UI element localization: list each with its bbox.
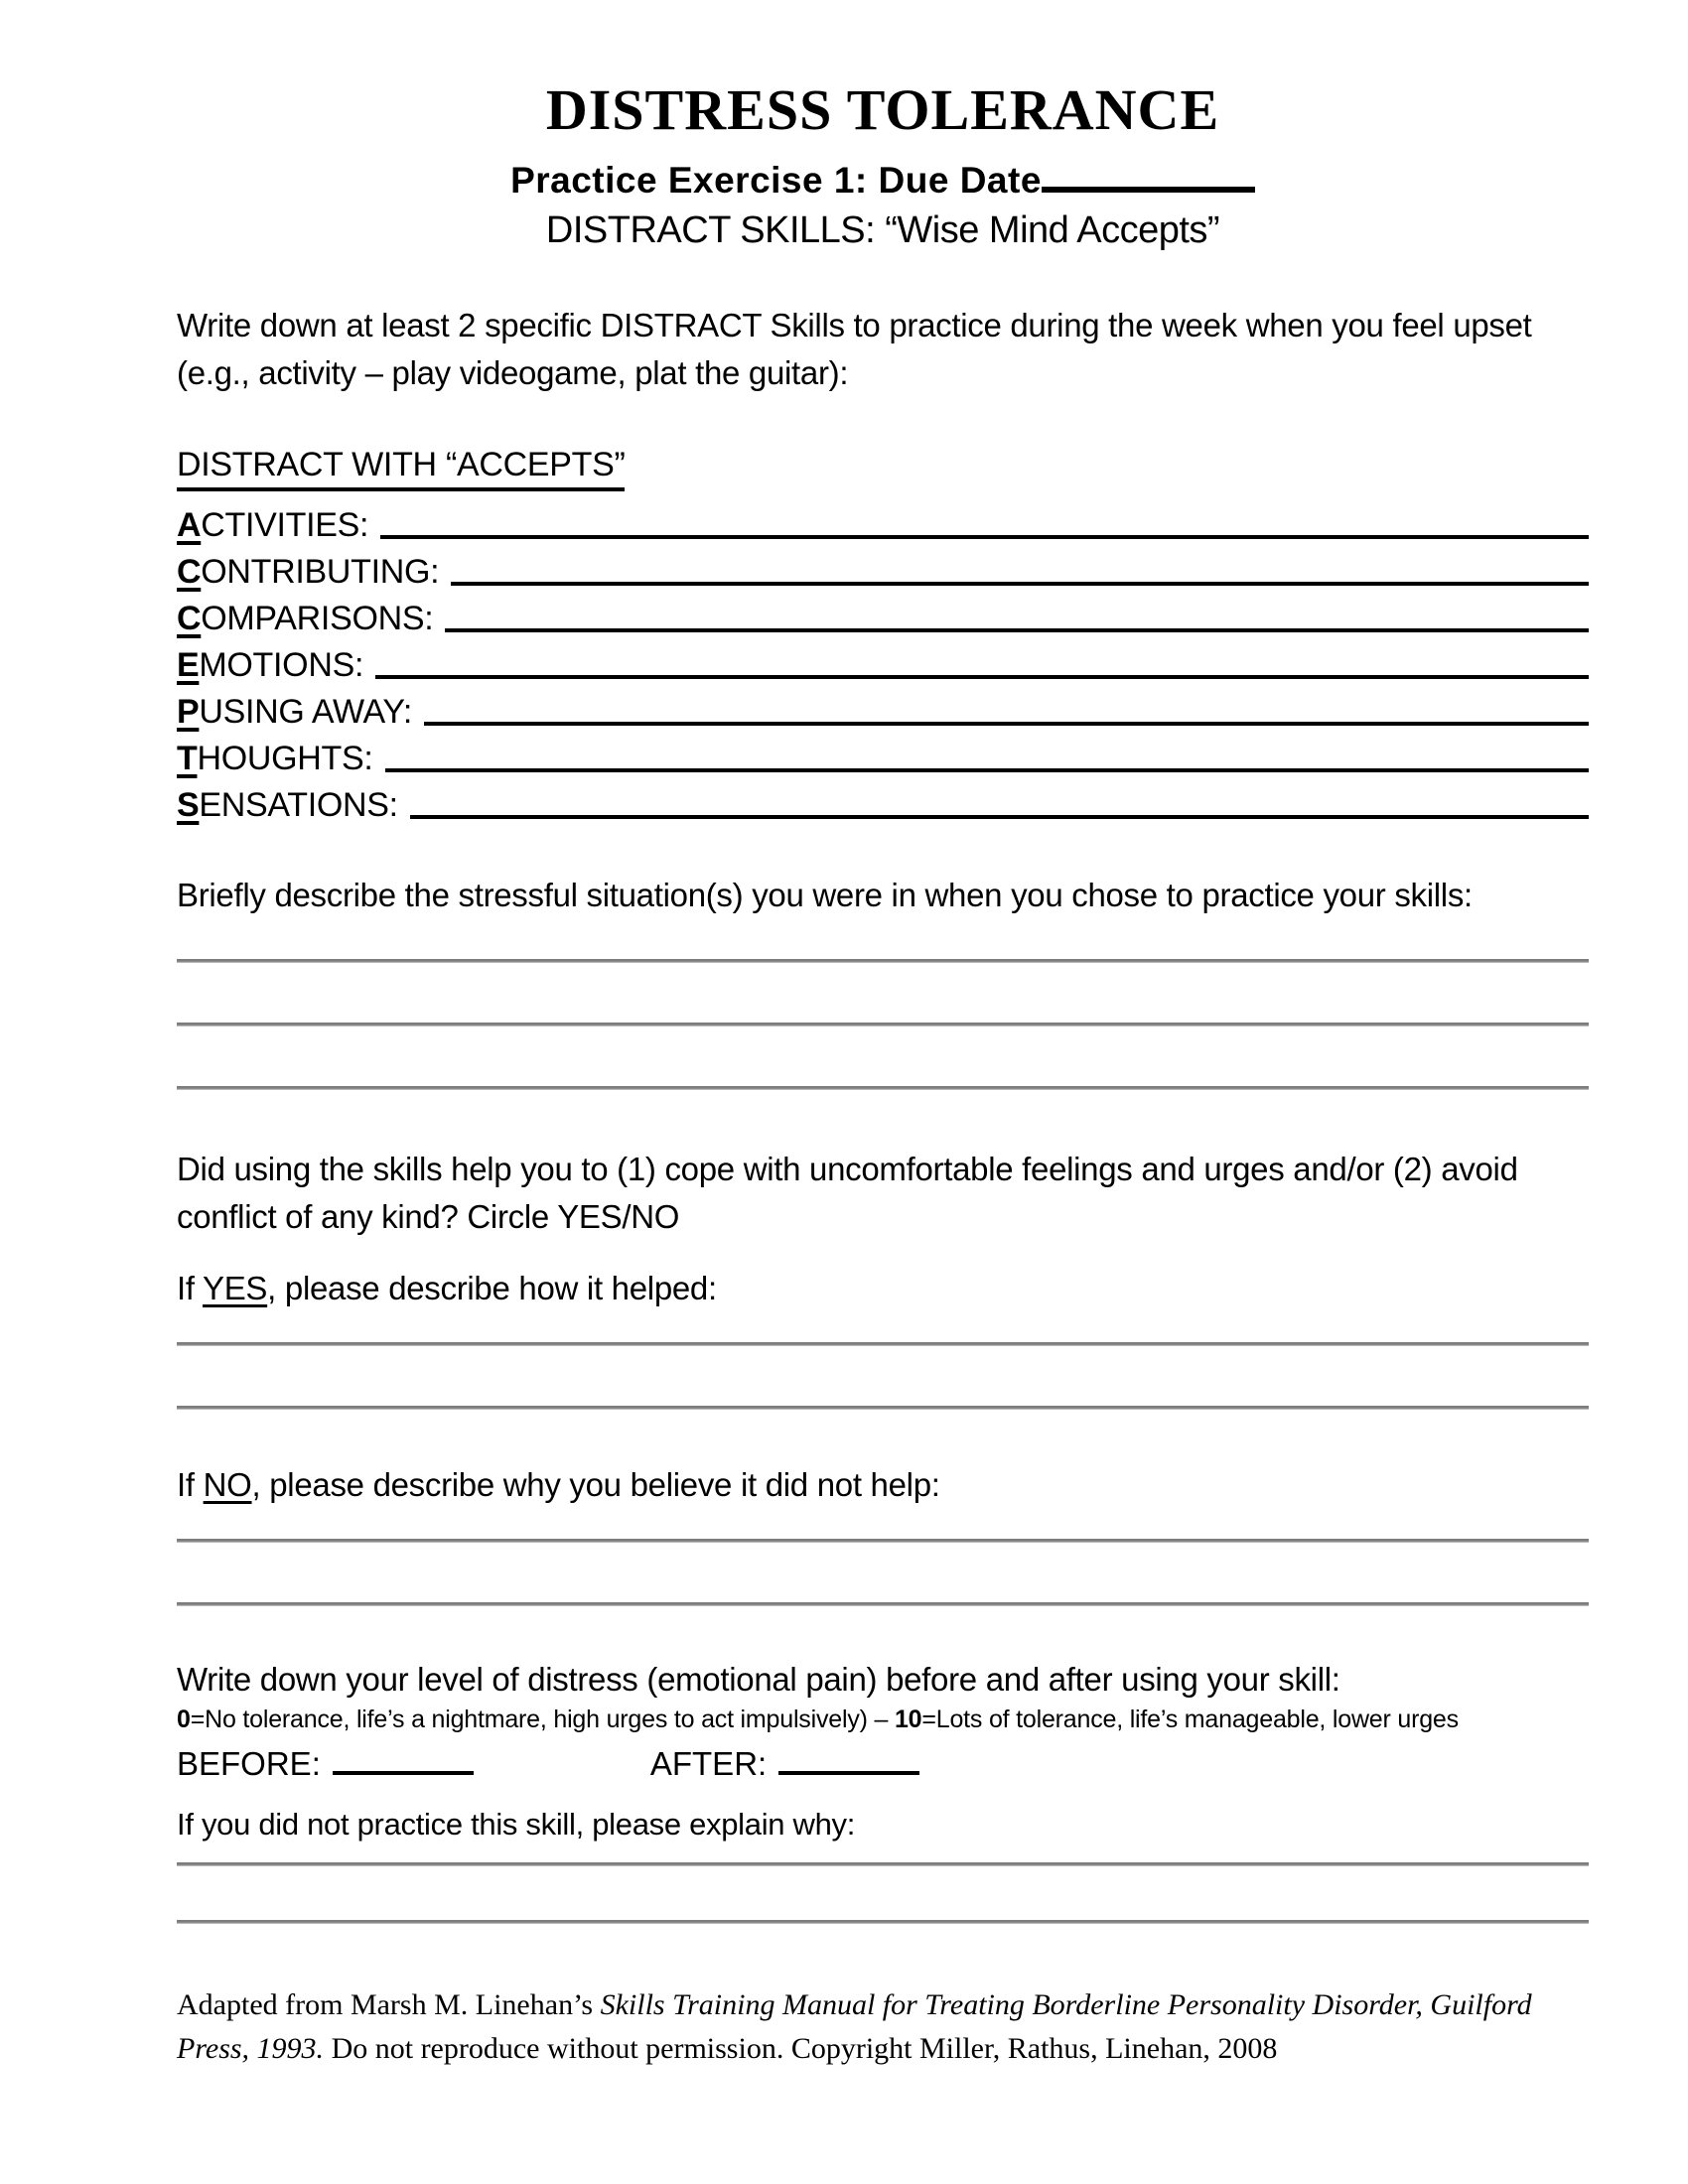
help-question: Did using the skills help you to (1) cope with uncomfortable feelings and urges and/or (2) avoid conflict of any kind? Circle YES/NO	[177, 1150, 1518, 1235]
activities-blank-line	[380, 535, 1589, 539]
yes-underlined: YES	[203, 1269, 268, 1306]
copyright-footer	[177, 1983, 1589, 2071]
pushing-away-blank-line	[424, 722, 1589, 726]
distress-prompt: Write down your level of distress (emotional pain) before and after using your skill:	[177, 1660, 1340, 1698]
thoughts-blank-line	[385, 768, 1589, 772]
footer-book-title: Skills Training Manual for Treating Borderline Personality Disorder, Guilford Press, 1993.	[177, 1987, 1532, 2065]
accepts-row-pushing-away	[177, 684, 1589, 731]
due-date-blank-line	[1042, 187, 1255, 193]
no-practice-answer-line-2	[177, 1920, 1589, 1924]
footer-rest: Do not reproduce without permission. Copyright Miller, Rathus, Linehan, 2008	[324, 2031, 1278, 2065]
emotions-blank-line	[375, 675, 1589, 679]
emotions-label: EMOTIONS:	[177, 646, 364, 684]
situation-answer-line-2	[177, 1023, 1589, 1026]
accepts-row-thoughts	[177, 731, 1589, 777]
if-no-prompt: If NO, please describe why you believe it did not help:	[177, 1465, 940, 1503]
page-title: DISTRESS TOLERANCE	[545, 77, 1220, 142]
accepts-row-activities	[177, 497, 1589, 544]
accepts-row-comparisons	[177, 591, 1589, 637]
intro-paragraph: Write down at least 2 specific DISTRACT Skills to practice during the week when you feel upset (e.g., activity – play videogame, plat the guitar):	[177, 306, 1532, 391]
scale-ten: 10	[894, 1705, 922, 1733]
after-blank-line	[778, 1771, 919, 1775]
accepts-section-heading: DISTRACT WITH “ACCEPTS”	[177, 445, 1589, 491]
pushing-away-label: PUSING AWAY:	[177, 693, 412, 731]
thoughts-label: THOUGHTS:	[177, 740, 373, 777]
after-label: AFTER:	[649, 1744, 768, 1782]
before-label: BEFORE:	[177, 1744, 321, 1782]
comparisons-label: COMPARISONS:	[177, 600, 434, 637]
practice-exercise-line	[177, 160, 1589, 202]
activities-label: ACTIVITIES:	[177, 506, 369, 544]
no-answer-line-2	[177, 1602, 1589, 1606]
situation-answer-line-3	[177, 1086, 1589, 1090]
before-after-row	[177, 1741, 1589, 1787]
yes-answer-line-2	[177, 1406, 1589, 1410]
accepts-row-sensations	[177, 777, 1589, 824]
no-practice-prompt: If you did not practice this skill, please explain why:	[177, 1806, 856, 1842]
situation-prompt: Briefly describe the stressful situation(s) you were in when you chose to practice your skills:	[177, 876, 1473, 913]
no-practice-answer-line-1	[177, 1862, 1589, 1866]
sensations-label: SENSATIONS:	[177, 786, 398, 824]
no-underlined: NO	[203, 1465, 252, 1503]
no-answer-line-1	[177, 1539, 1589, 1543]
comparisons-blank-line	[445, 628, 1589, 632]
distract-skills-subtitle: DISTRACT SKILLS: “Wise Mind Accepts”	[545, 208, 1220, 251]
situation-answer-line-1	[177, 959, 1589, 963]
accepts-row-emotions	[177, 637, 1589, 684]
distress-scale-legend: 0=No tolerance, life’s a nightmare, high urges to act impulsively) – 10=Lots of tolerance, life’s manageable, lower urges	[177, 1705, 1459, 1733]
before-blank-line	[333, 1771, 474, 1775]
if-yes-prompt: If YES, please describe how it helped:	[177, 1269, 717, 1306]
scale-zero: 0	[177, 1705, 191, 1733]
contributing-blank-line	[451, 582, 1589, 586]
accepts-row-contributing	[177, 544, 1589, 591]
footer-lead: Adapted from Marsh M. Linehan’s	[177, 1987, 601, 2021]
practice-exercise-label: Practice Exercise 1: Due Date	[510, 159, 1042, 201]
sensations-blank-line	[410, 815, 1589, 819]
yes-answer-line-1	[177, 1342, 1589, 1346]
contributing-label: CONTRIBUTING:	[177, 553, 440, 591]
